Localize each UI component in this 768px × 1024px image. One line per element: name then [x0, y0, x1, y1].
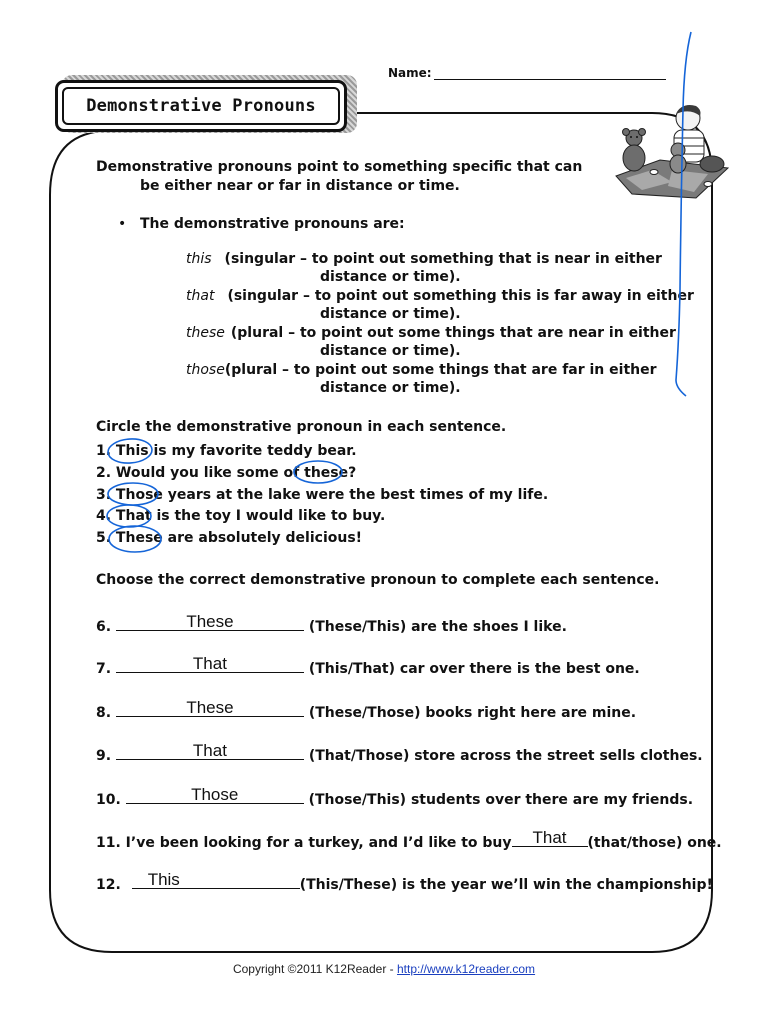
definition-continuation: distance or time). [320, 343, 461, 359]
item-number: 9. [96, 748, 112, 764]
handwritten-answer: That [532, 828, 567, 847]
item-number: 6. [96, 619, 112, 635]
item-text: (that/those) one. [587, 835, 722, 851]
name-field[interactable] [388, 66, 666, 80]
item-number: 7. [96, 661, 112, 677]
answer-blank[interactable] [132, 870, 300, 889]
definition-text: (singular – to point out something that is near in either [224, 251, 662, 267]
copyright-text: Copyright ©2011 K12Reader - [232, 962, 397, 976]
name-label: Name: [388, 66, 432, 80]
definition-row [186, 324, 676, 342]
sentence-3: 3. Those years at the lake were the best times of my life. [96, 487, 549, 503]
answer-blank[interactable] [512, 828, 588, 847]
definition-continuation: distance or time). [320, 306, 461, 322]
answer-blank[interactable] [126, 785, 304, 804]
intro-line-2: be either near or far in distance or time. [140, 178, 460, 194]
choose-item [96, 654, 640, 678]
sentence-1: 1. This is my favorite teddy bear. [96, 443, 357, 459]
definition-word: that [186, 288, 215, 304]
handwritten-answer: This [147, 870, 180, 889]
name-blank[interactable] [434, 67, 666, 80]
choose-item-12 [96, 870, 713, 894]
definition-continuation: distance or time). [320, 380, 461, 396]
definition-word: these [186, 325, 225, 341]
teddy-bear-picnic-illustration [612, 98, 730, 200]
definition-text: (singular – to point out something this is far away in either [227, 288, 694, 304]
definition-row [186, 361, 657, 379]
definition-row [186, 250, 662, 268]
handwritten-answer: These [186, 612, 234, 631]
handwritten-answer: These [186, 698, 234, 717]
answer-blank[interactable] [116, 654, 304, 673]
choose-item [96, 612, 567, 636]
definition-text: (plural – to point out some things that are near in either [230, 325, 676, 341]
answer-blank[interactable] [116, 698, 304, 717]
intro-line-1: Demonstrative pronouns point to something specific that can [96, 159, 583, 175]
handwritten-answer: That [192, 654, 227, 673]
item-text: 11. I’ve been looking for a turkey, and I’d like to buy [96, 835, 512, 851]
item-text: (This/That) car over there is the best one. [308, 661, 640, 677]
page-title: Demonstrative Pronouns [62, 87, 340, 125]
choose-item-11 [96, 828, 722, 852]
definition-word: those [186, 362, 225, 378]
item-text: (Those/This) students over there are my friends. [308, 792, 694, 808]
choose-instruction: Choose the correct demonstrative pronoun to complete each sentence. [96, 572, 660, 588]
choose-item [96, 785, 694, 809]
item-text: (These/This) are the shoes I like. [308, 619, 567, 635]
sentence-5: 5. These are absolutely delicious! [96, 530, 363, 546]
sentence-4: 4. That is the toy I would like to buy. [96, 508, 386, 524]
title-box [55, 80, 347, 132]
sentence-2: 2. Would you like some of these? [96, 465, 357, 481]
choose-item [96, 698, 637, 722]
item-number: 12. [96, 877, 121, 893]
definition-word: this [186, 251, 212, 267]
footer [0, 962, 768, 976]
definition-text: (plural – to point out some things that are far in either [224, 362, 657, 378]
item-number: 8. [96, 705, 112, 721]
handwritten-answer: That [192, 741, 227, 760]
item-number: 10. [96, 792, 121, 808]
answer-blank[interactable] [116, 612, 304, 631]
item-text: (This/These) is the year we’ll win the championship! [299, 877, 713, 893]
item-text: (That/Those) store across the street sells clothes. [308, 748, 703, 764]
bullet-dot: • [118, 216, 127, 232]
k12reader-link[interactable]: http://www.k12reader.com [396, 962, 536, 976]
bullet-text: The demonstrative pronouns are: [140, 216, 405, 232]
definition-row [186, 287, 694, 305]
definition-continuation: distance or time). [320, 269, 461, 285]
item-text: (These/Those) books right here are mine. [308, 705, 637, 721]
handwritten-answer: Those [191, 785, 239, 804]
choose-item [96, 741, 703, 765]
circle-instruction: Circle the demonstrative pronoun in each sentence. [96, 419, 507, 435]
answer-blank[interactable] [116, 741, 304, 760]
